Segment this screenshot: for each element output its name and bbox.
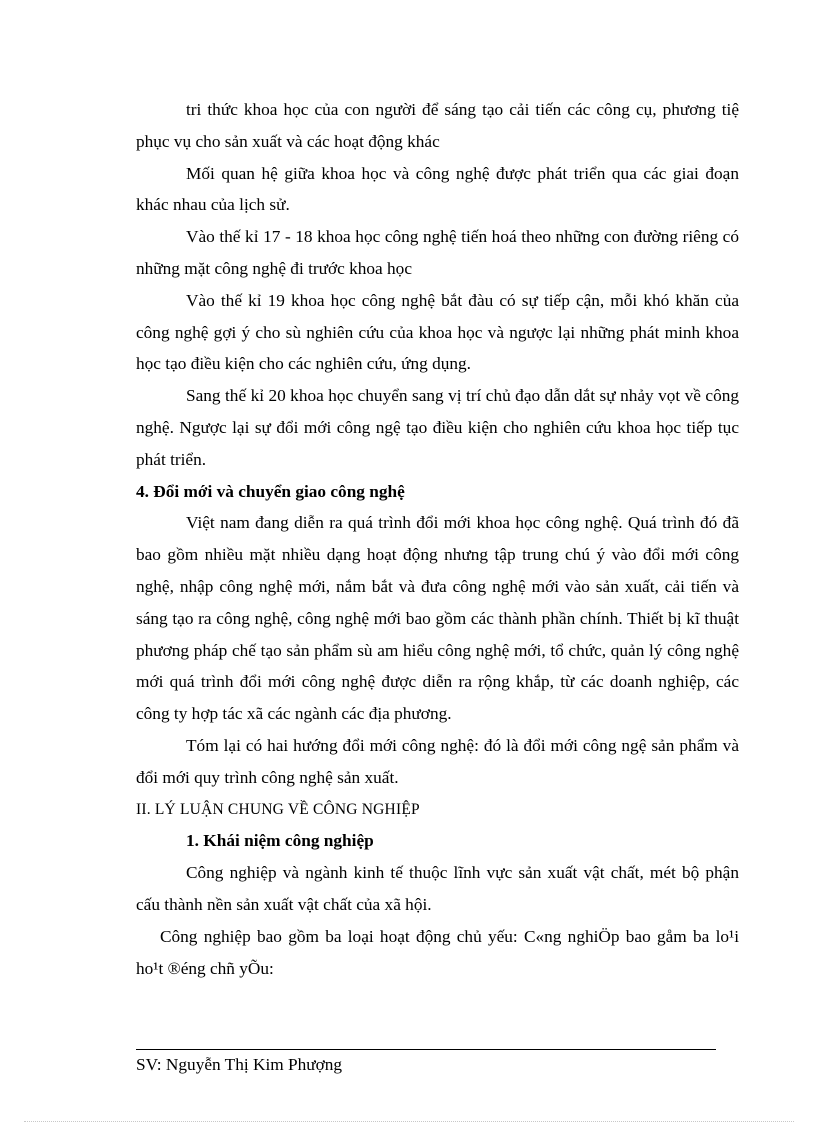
page-edge	[24, 1121, 794, 1122]
paragraph: Việt nam đang diễn ra quá trình đổi mới khoa học công nghệ. Quá trình đó đã bao gồm nhiều mặt nhiều dạng hoạt động nhưng tập trung chú ý vào đổi mới công nghệ, nhập công nghệ mới, nắm bắt và đưa công nghệ mới vào sản xuất, cải tiến và sáng tạo ra công nghệ, công nghệ mới bao gồm các thành phần chính. Thiết bị kĩ thuật phương pháp chế tạo sản phẩm sù am hiểu công nghệ mới, tổ chức, quản lý công nghệ mới quá trình đổi mới công nghệ được diễn ra rộng khắp, từ các doanh nghiệp, các công ty hợp tác xã các ngành các địa phương.	[136, 513, 739, 724]
footer-author: SV: Nguyễn Thị Kim Phượng	[136, 1055, 343, 1074]
paragraph: Vào thế kỉ 19 khoa học công nghệ bắt đàu có sự tiếp cận, mỗi khó khăn của công nghệ gợi ý cho sù nghiên cứu của khoa học và ngược lại những phát minh khoa học tạo điều kiện cho các nghiên cứu, ứng dụng.	[136, 290, 739, 374]
paragraph: Công nghiệp và ngành kinh tế thuộc lĩnh vực sản xuất vật chất, mét bộ phận cấu thành nền sản xuất vật chất của xã hội.	[136, 863, 739, 914]
section-heading-II: II. LÝ LUẬN CHUNG VỀ CÔNG NGHIỆP	[136, 800, 420, 818]
paragraph: Mối quan hệ giữa khoa học và công nghệ được phát triển qua các giai đoạn khác nhau của lịch sử.	[136, 163, 739, 215]
body-text	[136, 94, 739, 984]
paragraph: Tóm lại có hai hướng đổi mới công nghệ: đó là đổi mới công ngệ sản phẩm và đổi mới quy trình công nghệ sản xuất.	[136, 735, 739, 787]
footer-divider	[136, 1049, 716, 1050]
subsection-heading-1: 1. Khái niệm công nghiệp	[186, 831, 374, 851]
paragraph: Sang thế kỉ 20 khoa học chuyển sang vị trí chủ đạo dẫn dắt sự nhảy vọt về công nghệ. Ngược lại sự đổi mới công ngệ tạo điều kiện cho nghiên cứu khoa học tiếp tục phát triển.	[136, 386, 739, 469]
section-heading-4: 4. Đổi mới và chuyển giao công nghệ	[136, 481, 405, 501]
paragraph-continued: tri thức khoa học của con người để sáng tạo cải tiến các công cụ, phương tiệ phục vụ cho sản xuất và các hoạt động khác	[136, 100, 739, 151]
paragraph: Vào thế kỉ 17 - 18 khoa học công nghệ tiến hoá theo những con đường riêng có những mặt công nghệ đi trước khoa học	[136, 227, 739, 278]
paragraph: Công nghiệp bao gồm ba loại hoạt động chủ yếu: C«ng nghiÖp bao gåm ba lo¹i ho¹t ®éng chñ yÕu:	[136, 926, 739, 978]
